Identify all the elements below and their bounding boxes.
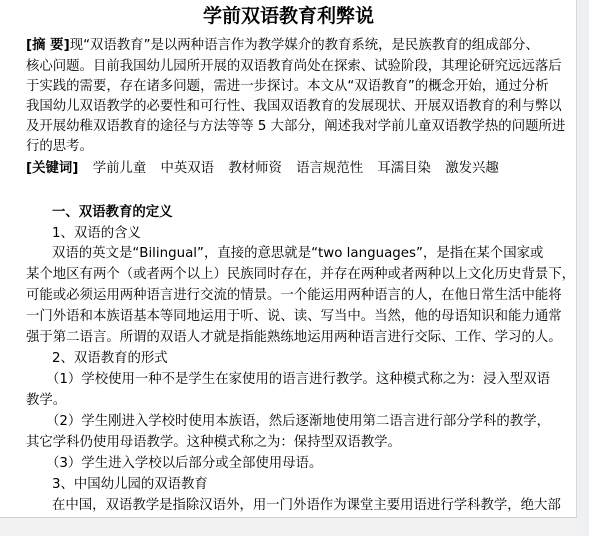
bottom-edge-bar	[0, 517, 577, 536]
paragraph-line: 在中国，双语教学是指除汉语外，用一门外语作为课堂主要用语进行学科教学，绝大部	[52, 498, 561, 513]
keyword: 耳濡目染	[377, 161, 431, 176]
paragraph-line: 强于第二语言。所谓的双语人才就是指能熟练地运用两种语言进行交际、工作、学习的人。	[26, 330, 562, 345]
keyword: 学前儿童	[92, 161, 147, 176]
abstract-line	[26, 36, 539, 56]
document-title: 学前双语教育利弊说	[202, 5, 374, 27]
abstract-line: 行的思考。	[26, 139, 93, 154]
subsection-heading: 3、中国幼儿园的双语教育	[52, 477, 208, 492]
subsection-heading: 1、双语的含义	[52, 226, 141, 241]
vertical-scrollbar[interactable]	[576, 0, 589, 536]
abstract-line: 于实践的需要，存在诸多问题，需进一步探讨。本文从“双语教育”的概念开始，通过分析	[26, 79, 549, 94]
paragraph-line: 一门外语和本族语基本等同地运用于听、说、读、写当中。当然，他的母语知识和能力通常	[26, 309, 562, 324]
list-item-continued: 教学。	[26, 393, 67, 408]
section-heading: 一、双语教育的定义	[52, 205, 173, 220]
keyword: 教材师资	[228, 161, 282, 176]
subsection-heading: 2、双语教育的形式	[52, 351, 168, 366]
paragraph-line: 可能或必须运用两种语言进行交流的情景。一个能运用两种语言的人，在他日常生活中能将	[26, 288, 562, 303]
abstract-label: [摘 要]	[26, 38, 70, 53]
abstract-text: 现“双语教育”是以两种语言作为教学媒介的教育系统，是民族教育的组成部分、	[69, 38, 539, 53]
keyword: 激发兴趣	[445, 161, 499, 176]
list-item-continued: 其它学科仍使用母语教学。这种模式称之为：保持型双语教学。	[26, 435, 401, 450]
abstract-line: 核心问题。目前我国幼儿园所开展的双语教育尚处在探索、试验阶段，其理论研究远远落后	[26, 59, 562, 74]
paragraph-line: 双语的英文是“Bilingual”，直接的意思就是“two languages”，是指在某个国家或	[52, 246, 544, 261]
keyword: 语言规范性	[296, 161, 364, 176]
keywords-label: [关键词]	[26, 161, 79, 176]
list-item: （2）学生刚进入学校时使用本族语，然后逐渐地使用第二语言进行部分学科的教学，	[46, 414, 550, 429]
list-item: （1）学校使用一种不是学生在家使用的语言进行教学。这种模式称之为：浸入型双语	[46, 372, 550, 387]
abstract-line: 我国幼儿双语教学的必要性和可行性、我国双语教育的发展现状、开展双语教育的利与弊以	[26, 99, 562, 114]
abstract-line: 及开展幼稚双语教育的途径与方法等等 5 大部分，阐述我对学前儿童双语教学热的问题所进	[26, 119, 566, 134]
paragraph-line: 某个地区有两个（或者两个以上）民族同时存在，并存在两种或者两种以上文化历史背景下，	[26, 267, 576, 282]
keyword: 中英双语	[160, 161, 215, 176]
keywords-line	[26, 159, 509, 179]
list-item: （3）学生进入学校以后部分或全部使用母语。	[46, 456, 323, 471]
